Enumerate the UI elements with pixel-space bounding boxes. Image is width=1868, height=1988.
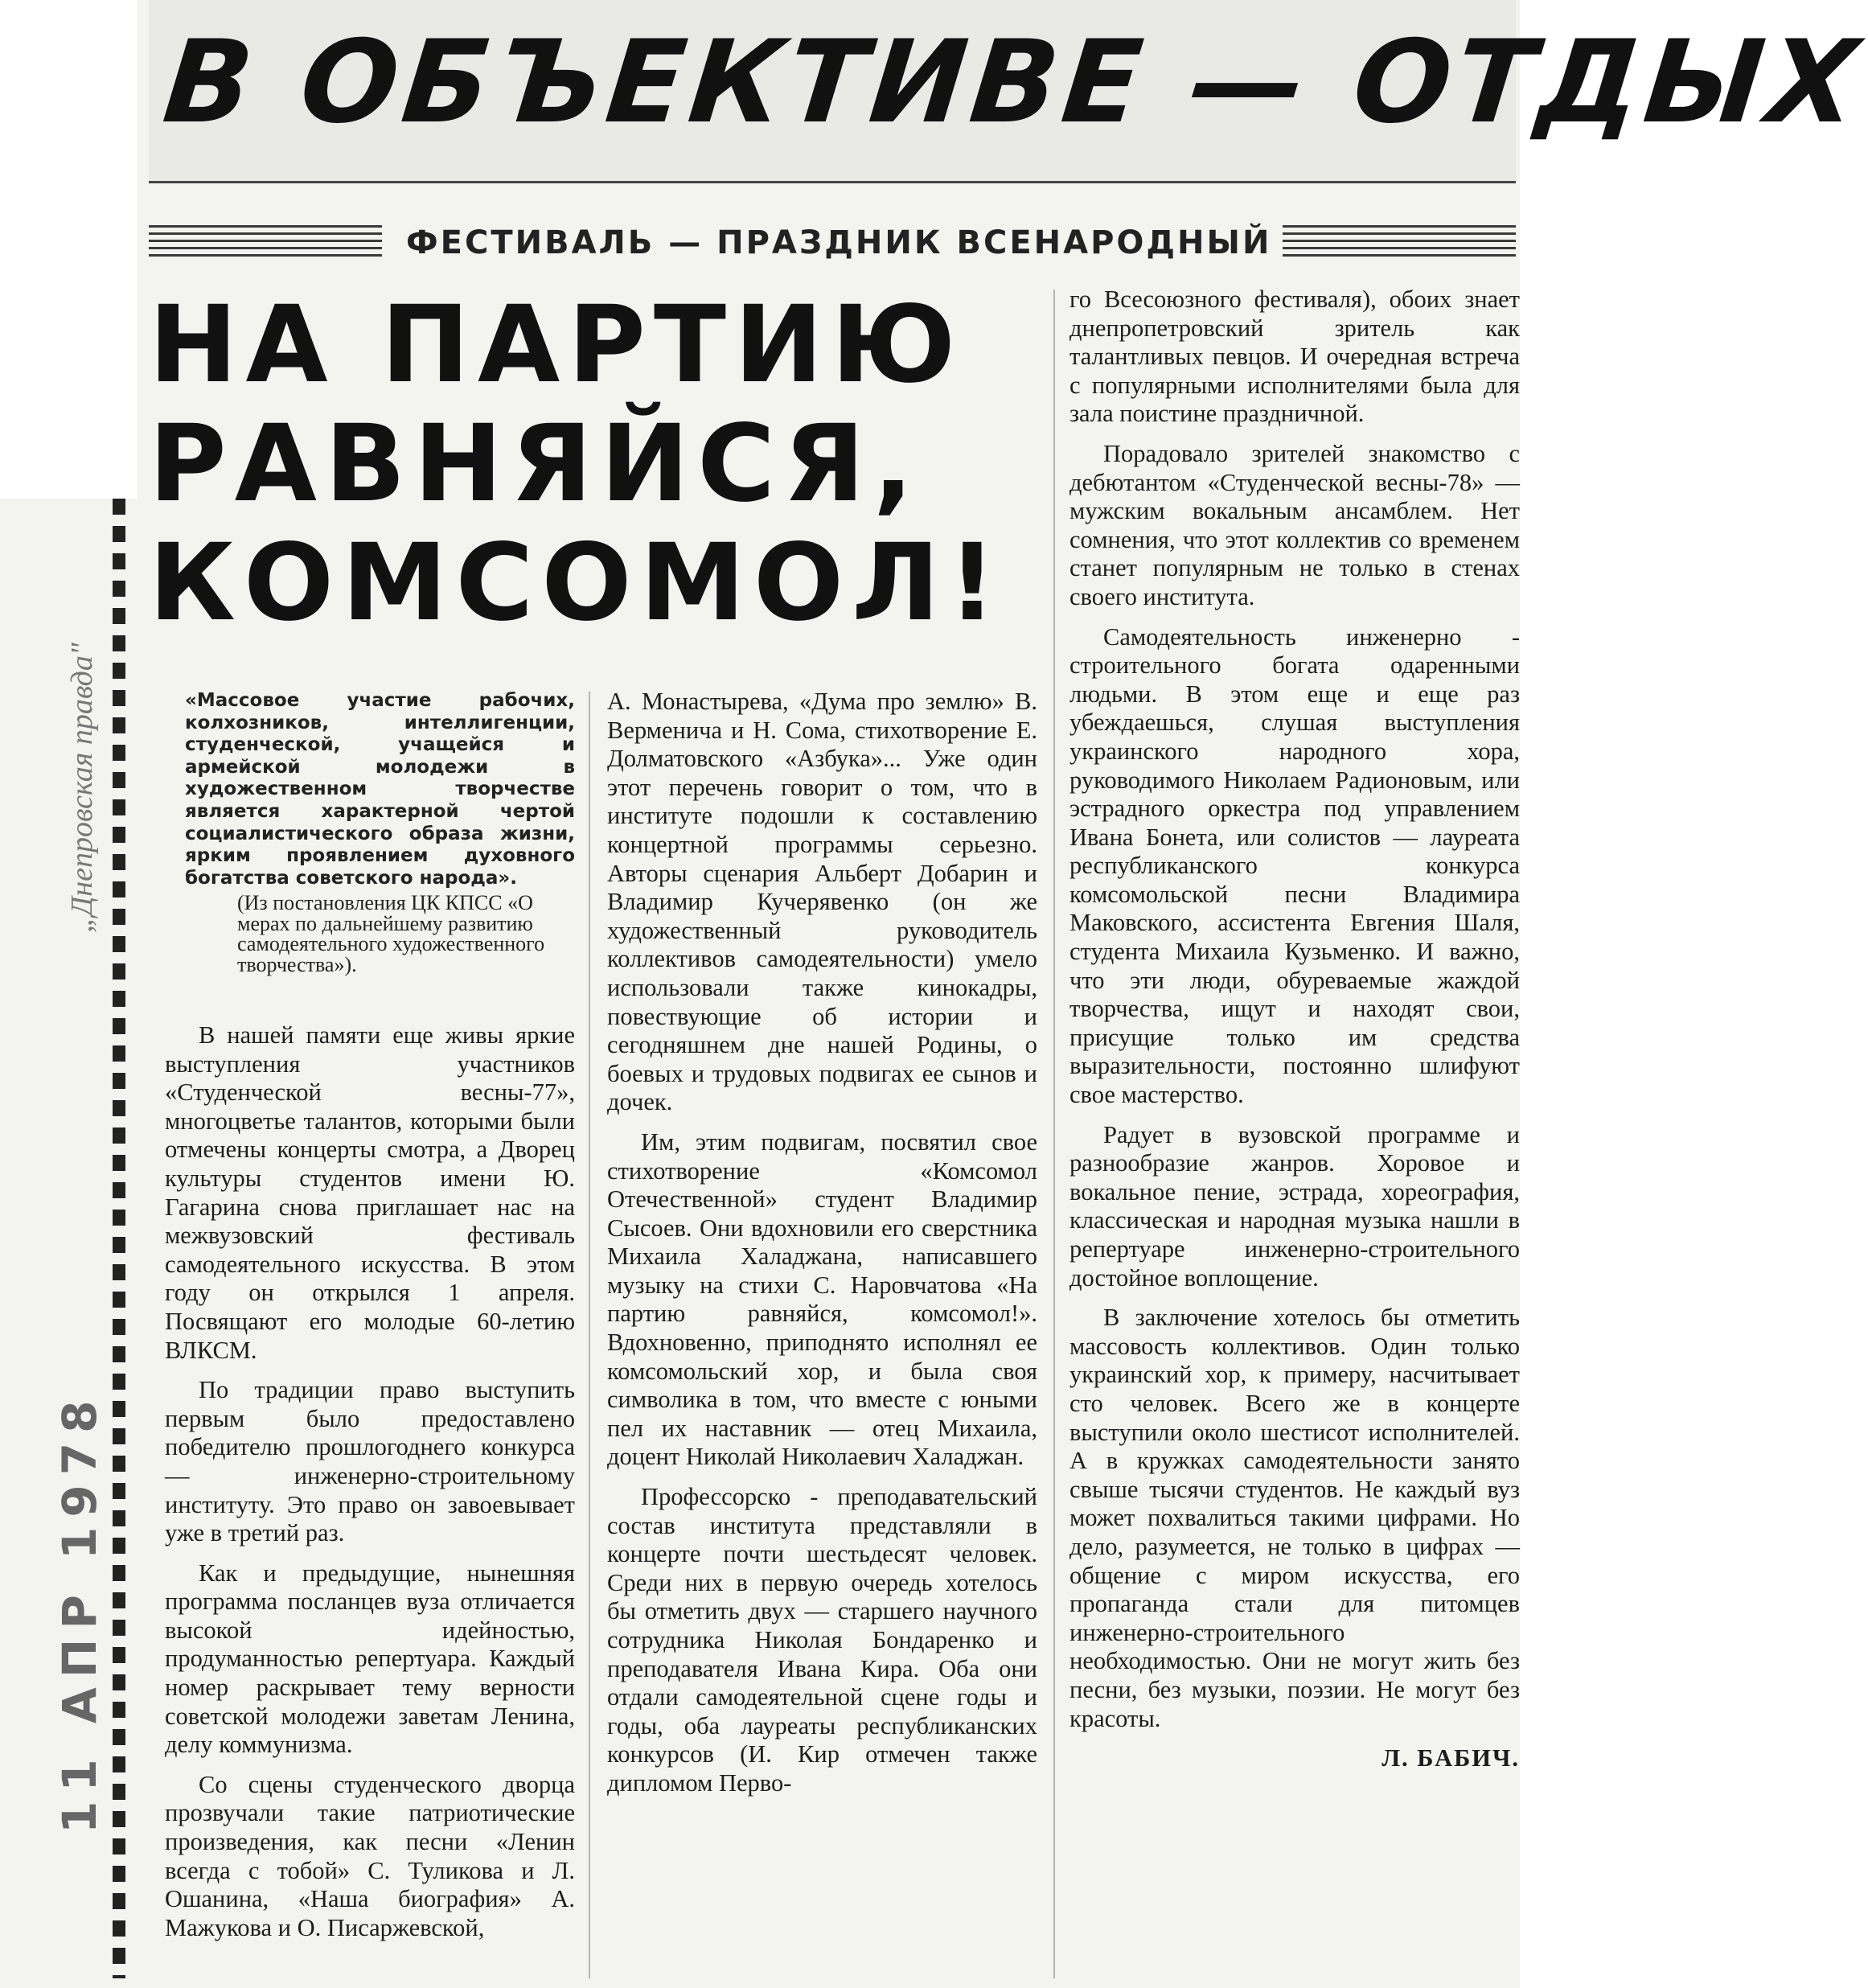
date-stamp: 11 АПР 1978 xyxy=(52,1390,107,1834)
paragraph: Порадовало зрителей знакомство с дебютантом «Студенческой весны-78» — мужским вокальным ансамблем. Нет сомнения, что этот коллектив со временем станет популярным не только в стенах своего института. xyxy=(1069,439,1520,610)
paragraph: Самодеятельность инженерно - строительного богата одаренными людьми. В этом еще и еще раз убеждаешься, слушая выступления украинского народного хора, руководимого Николаем Радионовым, или эстрадного оркестра под управлением Ивана Бонета, или солистов — лауреата республиканского конкурса комсомольской песни Владимира Маковского, ассистента Евгения Шаля, студента Михаила Кузьменко. И важно, что эти люди, обуреваемые жаждой творчества, ищут и находят свои, присущие только им средства выразительности, постоянно шлифуют свое мастерство. xyxy=(1069,622,1520,1109)
paragraph: Профессорско - преподавательский состав института представляли в концерте почти шестьдесят человек. Среди них в первую очередь хотелось бы отметить двух — старшего научного сотрудника Николая Бондаренко и преподавателя Ивана Кира. Оба они отдали самодеятельной сцене годы и годы, оба лауреаты республиканских конкурсов (И. Кир отмечен также дипломом Перво- xyxy=(607,1483,1037,1797)
clipping-annotations xyxy=(24,579,105,1962)
paragraph: Радует в вузовской программе и разнообразие жанров. Хоровое и вокальное пение, эстрада, хореография, классическая и народная музыка нашли в репертуаре инженерно-строительного достойное воплощение. xyxy=(1069,1120,1520,1292)
dashed-side-rule xyxy=(113,499,125,1978)
column-rule xyxy=(589,692,590,1978)
article-column-3 xyxy=(1069,285,1520,1785)
section-masthead xyxy=(149,0,1868,183)
paragraph: Как и предыдущие, нынешняя программа посланцев вуза отличается высокой идейностью, продуманностью репертуара. Каждый номер раскрывает тему верности советской молодежи заветам Ленина, делу коммунизма. xyxy=(165,1559,575,1759)
rubric-lines-left xyxy=(149,225,382,261)
rubric-lines-right xyxy=(1283,225,1516,261)
paragraph: А. Монастырева, «Дума про землю» В. Верменича и Н. Сома, стихотворение Е. Долматовского «Азбука»... Уже один этот перечень говорит о том, что в институте подошли к составлению концертной программы серьезно. Авторы сценария Альберт Добарин и Владимир Кучерявенко (он же художественный руководитель коллективов самодеятельности) умело использовали также кинокадры, повествующие об истории и сегодняшнем дне нашей Родины, о боевых и трудовых подвигах ее сынов и дочек. xyxy=(607,688,1037,1116)
paragraph: го Всесоюзного фестиваля), обоих знает днепропетровский зритель как талантливых певцов. И очередная встреча с популярными исполнителями была для зала поистине праздничной. xyxy=(1069,285,1520,428)
paragraph: В заключение хотелось бы отметить массовость коллективов. Один только украинский хор, к примеру, насчитывает сто человек. Всего же в концерте выступили около шестисот исполнителей. А в кружках самодеятельности занято свыше тысячи студентов. Не каждый вуз может похвалиться такими цифрами. Но дело, разумеется, не только в цифрах — общение с миром искусства, его пропаганда стали для питомцев инженерно-строительного необходимостью. Они не могут жить без песни, без музыки, поэзии. Не могут без красоты. xyxy=(1069,1304,1520,1732)
article-column-1 xyxy=(165,1021,575,1953)
article-column-2 xyxy=(607,688,1037,1809)
paragraph: Со сцены студенческого дворца прозвучали такие патриотические произведения, как песни «Ленин всегда с тобой» С. Туликова и Л. Ошанина, «Наша биография» А. Мажукова и О. Писаржевской, xyxy=(165,1770,575,1941)
author-signature: Л. БАБИЧ. xyxy=(1381,1744,1520,1772)
paragraph: В нашей памяти еще живы яркие выступления участников «Студенческой весны-77», многоцветье талантов, которыми были отмечены концерты смотра, а Дворец культуры студентов имени Ю. Гагарина снова приглашает нас на межвузовский фестиваль самодеятельного искусства. В этом году он открылся 1 апреля. Посвящают его молодые 60-летию ВЛКСМ. xyxy=(165,1021,575,1364)
epigraph-quote: «Массовое участие рабочих, колхозников, интеллигенции, студенческой, учащейся и армейской молодежи в художественном творчестве является характерной чертой социалистического образа жизни, ярким проявлением духовного богатства советского народа». xyxy=(185,690,575,889)
headline-line-1: НА ПАРТИЮ xyxy=(149,283,964,407)
newspaper-source-label: „Днепровская правда" xyxy=(65,643,99,933)
column-rule xyxy=(1053,290,1055,1978)
epigraph-source: (Из постановления ЦК КПСС «О мерах по дальнейшему развитию самодеятельного художественного творчества»). xyxy=(237,891,545,976)
rubric-row xyxy=(149,219,1516,267)
paragraph: По традиции право выступить первым было предоставлено победителю прошлогоднего конкурса — инженерно-строительному институту. Это право он завоевывает уже в третий раз. xyxy=(165,1376,575,1547)
masthead-title: В ОБЪЕКТИВЕ — ОТДЫХ xyxy=(158,16,1868,149)
headline-line-2: РАВНЯЙСЯ, xyxy=(149,402,922,526)
headline-line-3: КОМСОМОЛ! xyxy=(149,521,1004,645)
paragraph: Им, этим подвигам, посвятил свое стихотворение «Комсомол Отечественной» студент Владимир Сысоев. Они вдохновили его сверстника Михаила Халаджана, написавшего музыку на стихи С. Наровчатова «На партию равняйся, комсомол!». Вдохновенно, приподнято исполнял ее комсомольский хор, и была своя символика в том, что вместе с юными пел их наставник — отец Михаила, доцент Николай Николаевич Халаджан. xyxy=(607,1127,1037,1471)
rubric: ФЕСТИВАЛЬ — ПРАЗДНИК ВСЕНАРОДНЫЙ xyxy=(406,224,1272,261)
headline xyxy=(149,285,1057,643)
